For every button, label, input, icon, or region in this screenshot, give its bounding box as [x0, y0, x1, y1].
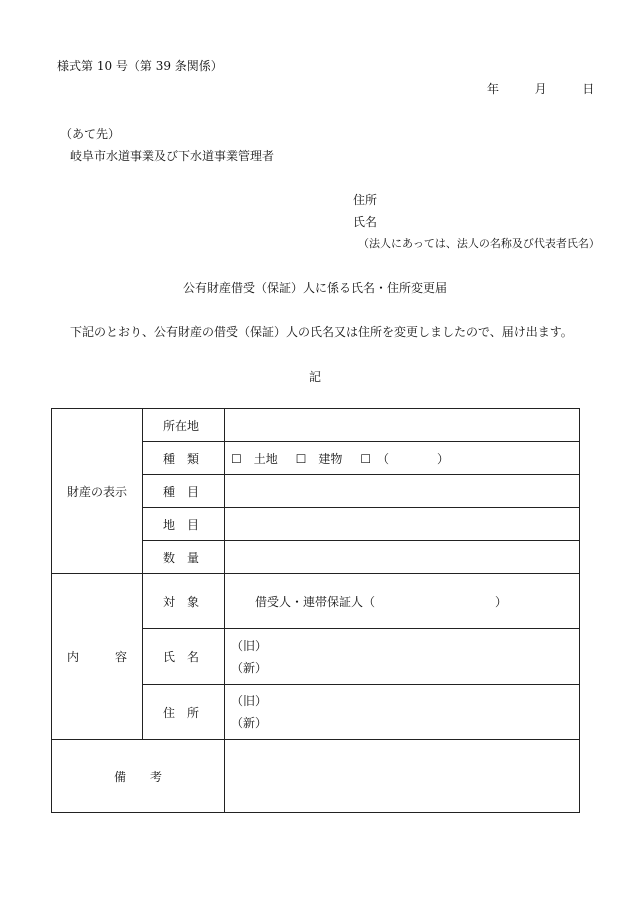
- category-label: 種 目: [143, 475, 225, 508]
- ki-heading: 記: [308, 370, 321, 384]
- type-options: [225, 442, 580, 475]
- quantity-label: 数 量: [143, 541, 225, 574]
- remarks-label: 備 考: [52, 740, 225, 813]
- applicant-note: （法人にあっては、法人の名称及び代表者氏名）: [358, 237, 600, 250]
- type-label: 種 類: [143, 442, 225, 475]
- target-value[interactable]: 借受人・連帯保証人（ ）: [225, 574, 580, 629]
- property-form-table: [51, 408, 580, 813]
- remarks-field[interactable]: [225, 740, 580, 813]
- address-label: 住 所: [143, 685, 225, 740]
- address-old-label: （旧）: [231, 694, 268, 708]
- document-body: 下記のとおり、公有財産の借受（保証）人の氏名又は住所を変更しましたので、届け出ます。: [70, 325, 573, 339]
- address-new-label: （新）: [231, 716, 268, 730]
- type-option-other[interactable]: ☐ （ ）: [360, 451, 449, 466]
- date-month: 月: [534, 82, 547, 96]
- quantity-field[interactable]: [225, 541, 580, 574]
- name-label: 氏 名: [143, 629, 225, 685]
- name-old-label: （旧）: [231, 638, 268, 653]
- land-category-field[interactable]: [225, 508, 580, 541]
- category-field[interactable]: [225, 475, 580, 508]
- location-field[interactable]: [225, 409, 580, 442]
- location-label: 所在地: [143, 409, 225, 442]
- form-number: 様式第 10 号（第 39 条関係）: [57, 59, 223, 73]
- type-option-land[interactable]: ☐ 土地: [231, 451, 278, 466]
- date-year: 年: [487, 82, 500, 96]
- content-group-label: 内 容: [52, 574, 143, 740]
- date-line: [487, 80, 594, 97]
- date-day: 日: [582, 82, 595, 96]
- document-title: 公有財産借受（保証）人に係る氏名・住所変更届: [182, 281, 447, 295]
- name-new-label: （新）: [231, 660, 268, 675]
- applicant-name-label: 氏名: [353, 215, 378, 229]
- type-option-building[interactable]: ☐ 建物: [295, 451, 343, 466]
- applicant-address-label: 住所: [353, 193, 378, 207]
- target-label: 対 象: [143, 574, 225, 629]
- addressee-name: 岐阜市水道事業及び下水道事業管理者: [70, 149, 275, 163]
- addressee-label: （あて先）: [60, 127, 121, 141]
- address-field[interactable]: [225, 685, 580, 740]
- name-field[interactable]: [225, 629, 580, 685]
- property-group-label: 財産の表示: [52, 409, 143, 574]
- land-category-label: 地 目: [143, 508, 225, 541]
